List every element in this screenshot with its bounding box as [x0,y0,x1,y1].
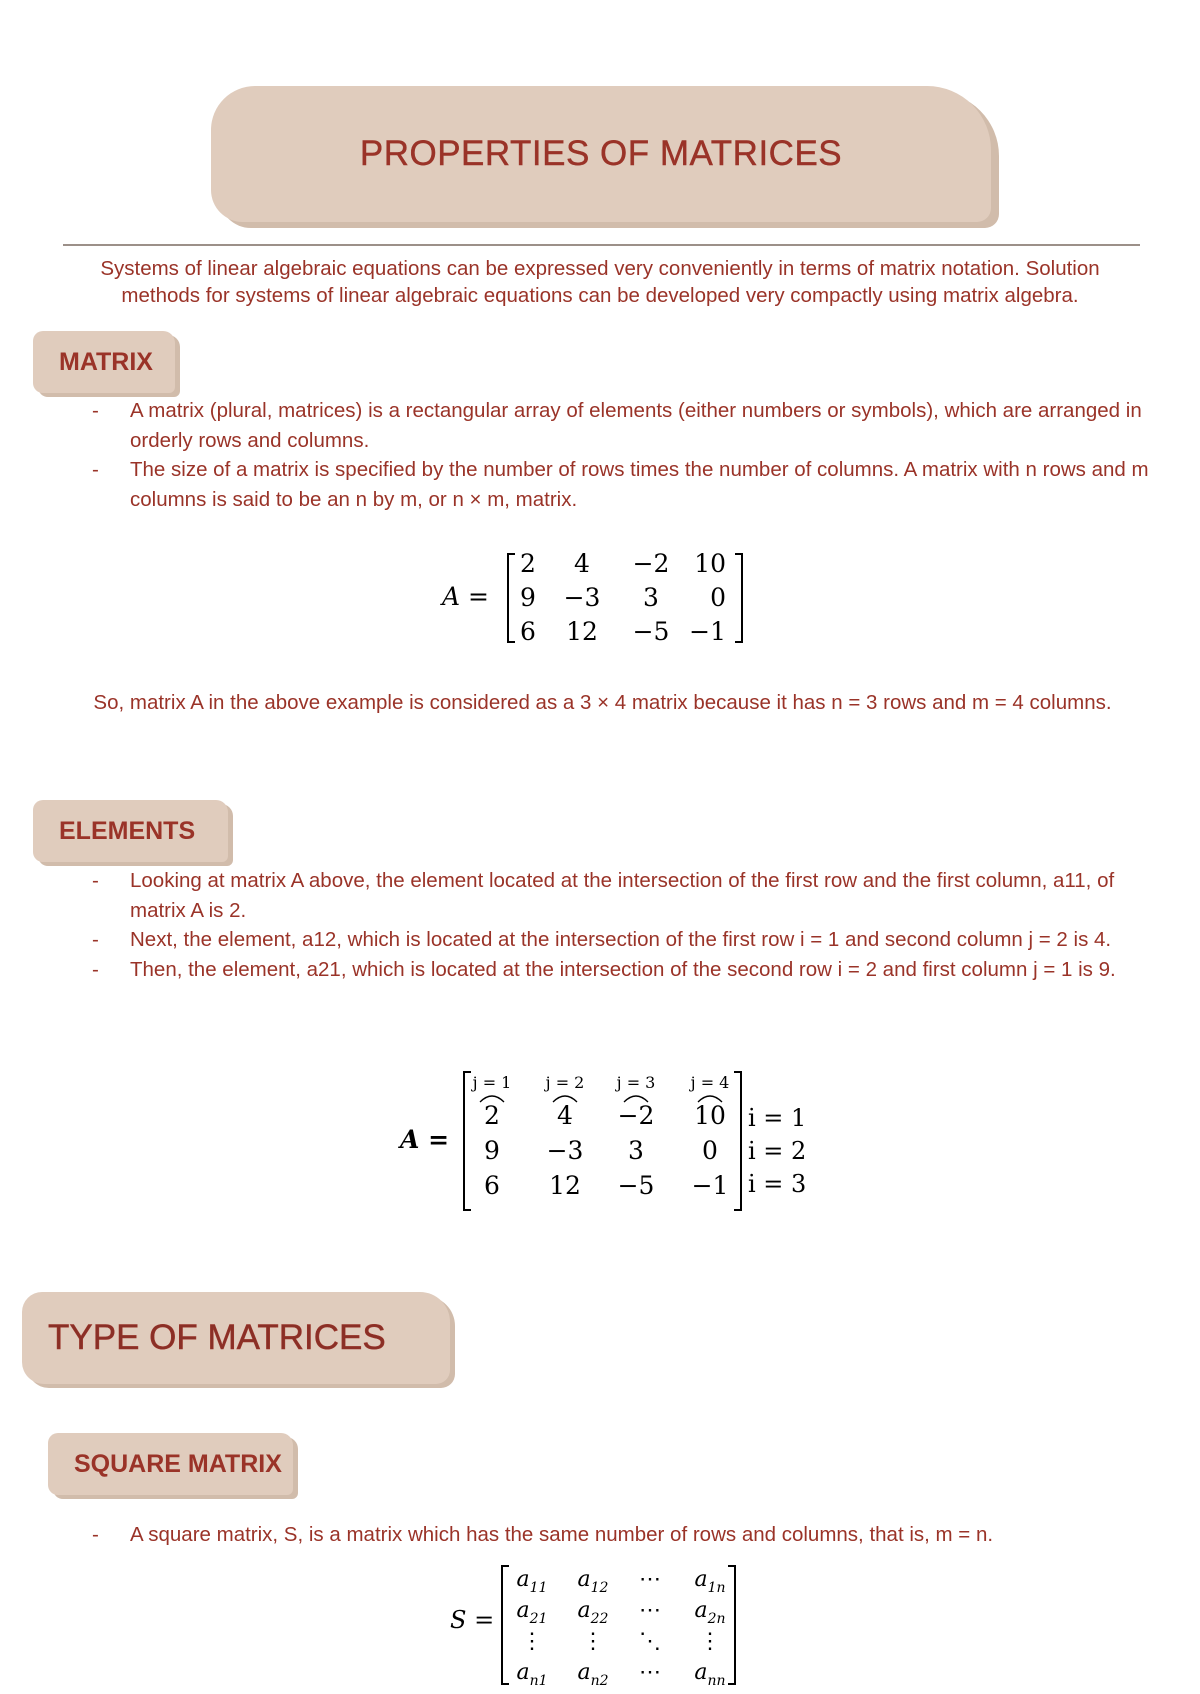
matrix-cell: ⋱ [639,1629,661,1654]
matrix-cell: −1 [691,1171,729,1200]
matrix-cell: ⋮ [582,1629,604,1654]
matrix-cell: ⋯ [639,1598,661,1623]
matrix-cell: ⋮ [521,1629,543,1654]
square-matrix-heading [48,1433,293,1495]
elements-bullets [92,866,1152,984]
matrix-cell: 4 [574,549,590,578]
square-bullets [92,1520,1152,1550]
matrix-cell: −3 [563,583,601,612]
right-bracket [728,1566,735,1684]
page-title: PROPERTIES OF MATRICES [359,134,843,173]
matrix-cell: −5 [632,617,670,646]
matrix-cell: 10 [694,549,726,578]
list-item: - Looking at matrix A above, the element located at the intersection of the first row and the first column, a11, of matrix A is 2. [92,866,1152,925]
intro-line-1: Systems of linear algebraic equations can be expressed very conveniently in terms of matrix notation. Solution [100,257,1100,280]
right-bracket [734,1072,741,1210]
matrix-cell: 12 [549,1171,581,1200]
matrix-bullets [92,396,1152,514]
matrix-cell: 6 [484,1171,500,1200]
matrix-heading [33,331,175,393]
matrix-size-explanation: So, matrix A in the above example is considered as a 3 × 4 matrix because it has n = 3 rows and m = 4 columns. [93,691,1112,714]
title-banner [211,86,991,222]
elements-heading-label: ELEMENTS [59,816,196,845]
list-item: - Then, the element, a21, which is located at the intersection of the second row i = 2 and first column j = 1 is 9. [92,955,1152,985]
matrix-cell: −5 [617,1171,655,1200]
matrix-cell: 0 [702,1136,718,1165]
matrix-cell: $a_{22}$ [577,1598,609,1627]
matrix-cell: −1 [689,617,726,646]
matrix-cell: 12 [566,617,598,646]
matrix-cell: 6 [520,617,536,646]
matrix-a-svg [440,548,760,648]
matrix-cell: $a_{n1}$ [516,1660,548,1689]
matrix-cell: $a_{n2}$ [577,1660,609,1689]
matrix-cell: −2 [617,1101,655,1130]
matrix-cell: $a_{11}$ [516,1567,548,1596]
matrix-heading-label: MATRIX [59,347,153,376]
matrix-cell: 3 [628,1136,644,1165]
list-item: - Next, the element, a12, which is located at the intersection of the first row i = 1 and second column j = 2 is 4. [92,925,1152,955]
matrix-cell: $a_{2n}$ [694,1598,726,1627]
types-heading-label: TYPE OF MATRICES [48,1318,386,1357]
matrix-cell: 2 [484,1101,500,1130]
matrix-cell: −2 [632,549,670,578]
list-item: - The size of a matrix is specified by the number of rows times the number of columns. A matrix with n rows and m columns is said to be an n by m, or n × m, matrix. [92,455,1152,514]
matrix-cell: 3 [643,583,659,612]
matrix-cell: $a_{12}$ [577,1567,609,1596]
square-matrix-heading-label: SQUARE MATRIX [74,1449,282,1478]
list-item: - A matrix (plural, matrices) is a rectangular array of elements (either numbers or symbols), which are arranged in orderly rows and columns. [92,396,1152,455]
matrix-cell: $a_{1n}$ [694,1567,726,1596]
equation-lhs: A = [442,582,489,611]
elements-heading [33,800,228,862]
row-label: i = 1 [748,1104,807,1132]
row-label: i = 3 [748,1170,807,1198]
square-matrix-svg [448,1560,748,1690]
matrix-cell: 10 [694,1101,726,1130]
list-item: - A square matrix, S, is a matrix which has the same number of rows and columns, that is, m = n. [92,1520,1152,1550]
left-bracket [508,554,515,642]
right-bracket [735,554,742,642]
matrix-cell: 9 [484,1136,500,1165]
left-bracket [464,1072,471,1210]
equation-lhs: A = [400,1125,450,1154]
matrix-cell: ⋯ [639,1567,661,1592]
left-bracket [502,1566,509,1684]
matrix-cell: 2 [520,549,536,578]
matrix-cell: ⋮ [699,1629,721,1654]
indexed-matrix-svg [398,1070,838,1220]
indexed-matrix-equation [398,1070,838,1224]
equation-lhs: S = [450,1606,495,1634]
matrix-cell: $a_{21}$ [516,1598,548,1627]
column-label: j = 1 [472,1073,512,1092]
title-divider [63,244,1140,246]
matrix-cell: 4 [557,1101,573,1130]
intro-paragraph [50,255,1150,309]
matrix-a-equation [440,548,760,652]
matrix-cell: ⋯ [639,1660,661,1685]
types-heading [22,1292,450,1384]
matrix-cell: $a_{nn}$ [694,1660,726,1689]
row-label: i = 2 [748,1137,807,1165]
column-label: j = 4 [690,1073,730,1092]
matrix-cell: −3 [546,1136,584,1165]
square-matrix-equation [448,1560,748,1694]
column-label: j = 2 [545,1073,585,1092]
intro-line-2: methods for systems of linear algebraic equations can be developed very compactly using matrix algebra. [121,284,1079,307]
matrix-cell: 9 [520,583,536,612]
column-label: j = 3 [616,1073,656,1092]
matrix-cell: 0 [710,583,726,612]
